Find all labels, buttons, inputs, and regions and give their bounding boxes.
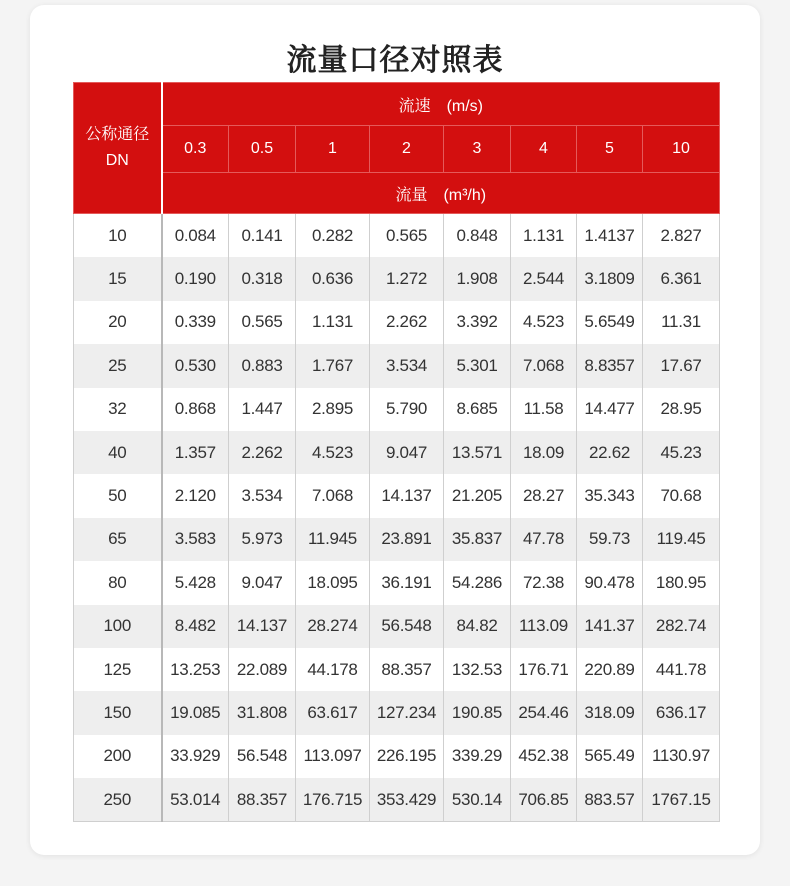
flow-value-cell: 3.534 bbox=[370, 344, 444, 387]
flow-value-cell: 31.808 bbox=[229, 691, 296, 734]
table-row bbox=[74, 388, 720, 431]
flow-value-cell: 5.428 bbox=[162, 561, 229, 604]
flow-value-cell: 2.827 bbox=[643, 214, 720, 258]
flow-value-cell: 2.262 bbox=[229, 431, 296, 474]
content-card bbox=[30, 5, 760, 855]
flow-value-cell: 0.318 bbox=[229, 257, 296, 300]
dn-cell: 80 bbox=[74, 561, 162, 604]
flow-value-cell: 28.95 bbox=[643, 388, 720, 431]
flow-value-cell: 1767.15 bbox=[643, 778, 720, 822]
flow-value-cell: 88.357 bbox=[370, 648, 444, 691]
flow-value-cell: 0.883 bbox=[229, 344, 296, 387]
flow-value-cell: 0.848 bbox=[444, 214, 511, 258]
flow-value-cell: 2.262 bbox=[370, 301, 444, 344]
flow-value-cell: 11.945 bbox=[296, 518, 370, 561]
flow-value-cell: 90.478 bbox=[577, 561, 643, 604]
flow-value-cell: 1130.97 bbox=[643, 735, 720, 778]
flow-value-cell: 9.047 bbox=[229, 561, 296, 604]
table-row bbox=[74, 301, 720, 344]
dn-cell: 65 bbox=[74, 518, 162, 561]
flow-value-cell: 8.482 bbox=[162, 605, 229, 648]
flow-value-cell: 441.78 bbox=[643, 648, 720, 691]
flow-value-cell: 5.6549 bbox=[577, 301, 643, 344]
flow-header: 流量 (m³/h) bbox=[162, 173, 720, 214]
flow-value-cell: 176.71 bbox=[511, 648, 577, 691]
flow-value-cell: 14.477 bbox=[577, 388, 643, 431]
flow-value-cell: 127.234 bbox=[370, 691, 444, 734]
dn-cell: 32 bbox=[74, 388, 162, 431]
flow-value-cell: 318.09 bbox=[577, 691, 643, 734]
dn-cell: 150 bbox=[74, 691, 162, 734]
flow-value-cell: 339.29 bbox=[444, 735, 511, 778]
flow-value-cell: 63.617 bbox=[296, 691, 370, 734]
speed-column-header: 4 bbox=[511, 126, 577, 173]
dn-header-label: 公称通径 bbox=[85, 126, 150, 143]
flow-value-cell: 28.274 bbox=[296, 605, 370, 648]
flow-value-cell: 14.137 bbox=[229, 605, 296, 648]
flow-value-cell: 18.09 bbox=[511, 431, 577, 474]
flow-value-cell: 0.339 bbox=[162, 301, 229, 344]
flow-value-cell: 226.195 bbox=[370, 735, 444, 778]
speed-column-header: 3 bbox=[444, 126, 511, 173]
flow-value-cell: 530.14 bbox=[444, 778, 511, 822]
flow-value-cell: 1.131 bbox=[511, 214, 577, 258]
flow-value-cell: 59.73 bbox=[577, 518, 643, 561]
flow-value-cell: 8.8357 bbox=[577, 344, 643, 387]
dn-cell: 20 bbox=[74, 301, 162, 344]
table-row bbox=[74, 735, 720, 778]
flow-value-cell: 5.301 bbox=[444, 344, 511, 387]
flow-value-cell: 44.178 bbox=[296, 648, 370, 691]
dn-cell: 200 bbox=[74, 735, 162, 778]
flow-value-cell: 254.46 bbox=[511, 691, 577, 734]
speed-column-header: 0.3 bbox=[162, 126, 229, 173]
flow-value-cell: 176.715 bbox=[296, 778, 370, 822]
flow-value-cell: 2.544 bbox=[511, 257, 577, 300]
dn-cell: 40 bbox=[74, 431, 162, 474]
flow-value-cell: 4.523 bbox=[296, 431, 370, 474]
table-row bbox=[74, 691, 720, 734]
flow-value-cell: 7.068 bbox=[511, 344, 577, 387]
dn-cell: 250 bbox=[74, 778, 162, 822]
speed-column-header: 2 bbox=[370, 126, 444, 173]
flow-value-cell: 113.09 bbox=[511, 605, 577, 648]
flow-value-cell: 3.534 bbox=[229, 474, 296, 517]
flow-value-cell: 2.120 bbox=[162, 474, 229, 517]
page-title: 流量口径对照表 bbox=[286, 43, 504, 78]
flow-value-cell: 883.57 bbox=[577, 778, 643, 822]
flow-value-cell: 0.636 bbox=[296, 257, 370, 300]
flow-value-cell: 1.908 bbox=[444, 257, 511, 300]
flow-value-cell: 0.190 bbox=[162, 257, 229, 300]
flow-value-cell: 0.530 bbox=[162, 344, 229, 387]
flow-value-cell: 28.27 bbox=[511, 474, 577, 517]
flow-value-cell: 14.137 bbox=[370, 474, 444, 517]
speed-column-header: 10 bbox=[643, 126, 720, 173]
flow-value-cell: 8.685 bbox=[444, 388, 511, 431]
flow-value-cell: 70.68 bbox=[643, 474, 720, 517]
table-row bbox=[74, 518, 720, 561]
flow-value-cell: 0.565 bbox=[229, 301, 296, 344]
flow-value-cell: 1.4137 bbox=[577, 214, 643, 258]
speed-header: 流速 (m/s) bbox=[162, 83, 720, 126]
flow-value-cell: 1.447 bbox=[229, 388, 296, 431]
flow-value-cell: 7.068 bbox=[296, 474, 370, 517]
flow-value-cell: 0.565 bbox=[370, 214, 444, 258]
dn-cell: 125 bbox=[74, 648, 162, 691]
flow-value-cell: 452.38 bbox=[511, 735, 577, 778]
speed-column-header: 0.5 bbox=[229, 126, 296, 173]
flow-value-cell: 2.895 bbox=[296, 388, 370, 431]
flow-value-cell: 0.868 bbox=[162, 388, 229, 431]
flow-value-cell: 23.891 bbox=[370, 518, 444, 561]
flow-value-cell: 1.131 bbox=[296, 301, 370, 344]
flow-value-cell: 1.272 bbox=[370, 257, 444, 300]
flow-value-cell: 84.82 bbox=[444, 605, 511, 648]
table-row bbox=[74, 648, 720, 691]
flow-value-cell: 282.74 bbox=[643, 605, 720, 648]
flow-value-cell: 180.95 bbox=[643, 561, 720, 604]
flow-value-cell: 11.31 bbox=[643, 301, 720, 344]
flow-value-cell: 5.973 bbox=[229, 518, 296, 561]
flow-value-cell: 1.767 bbox=[296, 344, 370, 387]
flow-value-cell: 13.571 bbox=[444, 431, 511, 474]
flow-value-cell: 33.929 bbox=[162, 735, 229, 778]
flow-value-cell: 22.62 bbox=[577, 431, 643, 474]
flow-value-cell: 3.583 bbox=[162, 518, 229, 561]
flow-value-cell: 0.141 bbox=[229, 214, 296, 258]
dn-cell: 100 bbox=[74, 605, 162, 648]
flow-value-cell: 35.837 bbox=[444, 518, 511, 561]
flow-value-cell: 190.85 bbox=[444, 691, 511, 734]
flow-value-cell: 5.790 bbox=[370, 388, 444, 431]
flow-value-cell: 21.205 bbox=[444, 474, 511, 517]
dn-cell: 10 bbox=[74, 214, 162, 258]
table-row bbox=[74, 778, 720, 822]
table-row bbox=[74, 214, 720, 258]
flow-value-cell: 72.38 bbox=[511, 561, 577, 604]
dn-cell: 15 bbox=[74, 257, 162, 300]
table-row bbox=[74, 431, 720, 474]
dn-header bbox=[74, 83, 162, 214]
flow-value-cell: 19.085 bbox=[162, 691, 229, 734]
speed-column-header: 1 bbox=[296, 126, 370, 173]
table-row bbox=[74, 561, 720, 604]
flow-value-cell: 706.85 bbox=[511, 778, 577, 822]
flow-value-cell: 6.361 bbox=[643, 257, 720, 300]
dn-header-unit: DN bbox=[105, 152, 129, 169]
flow-value-cell: 36.191 bbox=[370, 561, 444, 604]
table-row bbox=[74, 605, 720, 648]
table-row bbox=[74, 474, 720, 517]
flow-value-cell: 3.1809 bbox=[577, 257, 643, 300]
flow-value-cell: 353.429 bbox=[370, 778, 444, 822]
flow-value-cell: 141.37 bbox=[577, 605, 643, 648]
flow-value-cell: 220.89 bbox=[577, 648, 643, 691]
flow-value-cell: 88.357 bbox=[229, 778, 296, 822]
table-row bbox=[74, 257, 720, 300]
flow-value-cell: 35.343 bbox=[577, 474, 643, 517]
flow-value-cell: 132.53 bbox=[444, 648, 511, 691]
flow-value-cell: 45.23 bbox=[643, 431, 720, 474]
flow-value-cell: 0.084 bbox=[162, 214, 229, 258]
flow-diameter-table bbox=[73, 82, 720, 822]
flow-value-cell: 54.286 bbox=[444, 561, 511, 604]
flow-value-cell: 9.047 bbox=[370, 431, 444, 474]
flow-value-cell: 113.097 bbox=[296, 735, 370, 778]
flow-value-cell: 565.49 bbox=[577, 735, 643, 778]
flow-value-cell: 3.392 bbox=[444, 301, 511, 344]
flow-value-cell: 0.282 bbox=[296, 214, 370, 258]
flow-value-cell: 4.523 bbox=[511, 301, 577, 344]
flow-value-cell: 56.548 bbox=[370, 605, 444, 648]
flow-value-cell: 56.548 bbox=[229, 735, 296, 778]
flow-value-cell: 1.357 bbox=[162, 431, 229, 474]
dn-cell: 50 bbox=[74, 474, 162, 517]
dn-cell: 25 bbox=[74, 344, 162, 387]
flow-value-cell: 119.45 bbox=[643, 518, 720, 561]
flow-value-cell: 17.67 bbox=[643, 344, 720, 387]
flow-value-cell: 11.58 bbox=[511, 388, 577, 431]
flow-value-cell: 13.253 bbox=[162, 648, 229, 691]
table-row bbox=[74, 344, 720, 387]
flow-value-cell: 47.78 bbox=[511, 518, 577, 561]
flow-value-cell: 22.089 bbox=[229, 648, 296, 691]
flow-value-cell: 636.17 bbox=[643, 691, 720, 734]
flow-value-cell: 18.095 bbox=[296, 561, 370, 604]
flow-value-cell: 53.014 bbox=[162, 778, 229, 822]
speed-column-header: 5 bbox=[577, 126, 643, 173]
